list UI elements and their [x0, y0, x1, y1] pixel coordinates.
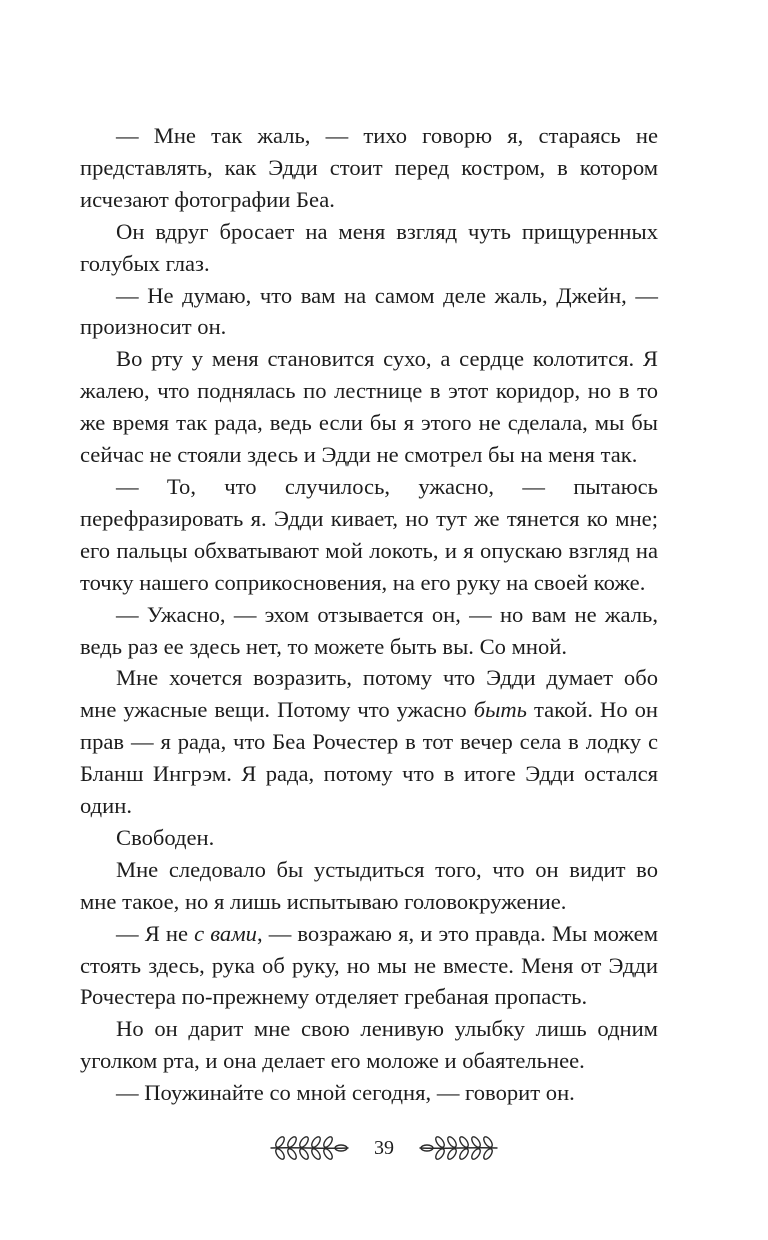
- body-text: [80, 120, 658, 1109]
- text-run: Но он дарит мне свою ленивую улыбку лишь одним уголком рта, и она делает его моложе и обаятельнее.: [80, 1016, 658, 1074]
- text-run: — Не думаю, что вам на самом деле жаль, Джейн, — произносит он.: [80, 282, 658, 340]
- laurel-vine-icon: [268, 1135, 352, 1161]
- paragraph: [80, 599, 658, 663]
- paragraph: [80, 471, 658, 599]
- text-run: Во рту у меня становится сухо, а сердце колотится. Я жалею, что поднялась по лестнице в этот коридор, но в то же время так рада, ведь если бы я этого не сделала, мы бы сейчас не стояли здесь и Эдди не смотрел бы на меня так.: [80, 346, 658, 468]
- text-run: — Ужасно, — эхом отзывается он, — но вам не жаль, ведь раз ее здесь нет, то можете быть вы. Со мной.: [80, 601, 658, 659]
- text-run: Он вдруг бросает на меня взгляд чуть прищуренных голубых глаз.: [80, 218, 658, 276]
- emphasis-text: быть: [473, 697, 527, 723]
- paragraph: [80, 662, 658, 822]
- paragraph: [80, 1077, 658, 1109]
- text-run: такой. Но он прав — я рада, что Беа Рочестер в тот вечер села в лодку с Бланш Ингрэм. Я рада, потому что в итоге Эдди остался один.: [80, 697, 658, 819]
- text-run: Мне следовало бы устыдиться того, что он видит во мне такое, но я лишь испытываю головокружение.: [80, 856, 658, 914]
- paragraph: [80, 216, 658, 280]
- paragraph: [80, 822, 658, 854]
- laurel-vine-icon: [416, 1135, 500, 1161]
- text-run: Мне хочется возразить, потому что Эдди думает обо мне ужасные вещи. Потому что ужасно: [80, 665, 658, 723]
- text-run: — Я не: [116, 920, 195, 946]
- paragraph: [80, 1013, 658, 1077]
- paragraph: [80, 918, 658, 1014]
- text-run: — Мне так жаль, — тихо говорю я, стараясь не представлять, как Эдди стоит перед костром, в котором исчезают фотографии Беа.: [80, 123, 658, 212]
- text-run: , — возражаю я, и это правда. Мы можем стоять здесь, рука об руку, но мы не вместе. Меня от Эдди Рочестера по-прежнему отделяет гребаная пропасть.: [80, 920, 658, 1010]
- emphasis-text: с вами: [194, 920, 257, 946]
- paragraph: [80, 854, 658, 918]
- paragraph: [80, 280, 658, 344]
- text-run: — То, что случилось, ужасно, — пытаюсь перефразировать я. Эдди кивает, но тут же тянется ко мне; его пальцы обхватывают мой локоть, и я опускаю взгляд на точку нашего соприкосновения, на его руку на своей коже.: [80, 473, 658, 595]
- paragraph: [80, 120, 658, 216]
- text-run: — Поужинайте со мной сегодня, — говорит он.: [116, 1080, 575, 1106]
- page-footer: [0, 1128, 768, 1168]
- page-number: 39: [374, 1136, 394, 1159]
- paragraph: [80, 343, 658, 471]
- text-run: Свободен.: [116, 824, 215, 850]
